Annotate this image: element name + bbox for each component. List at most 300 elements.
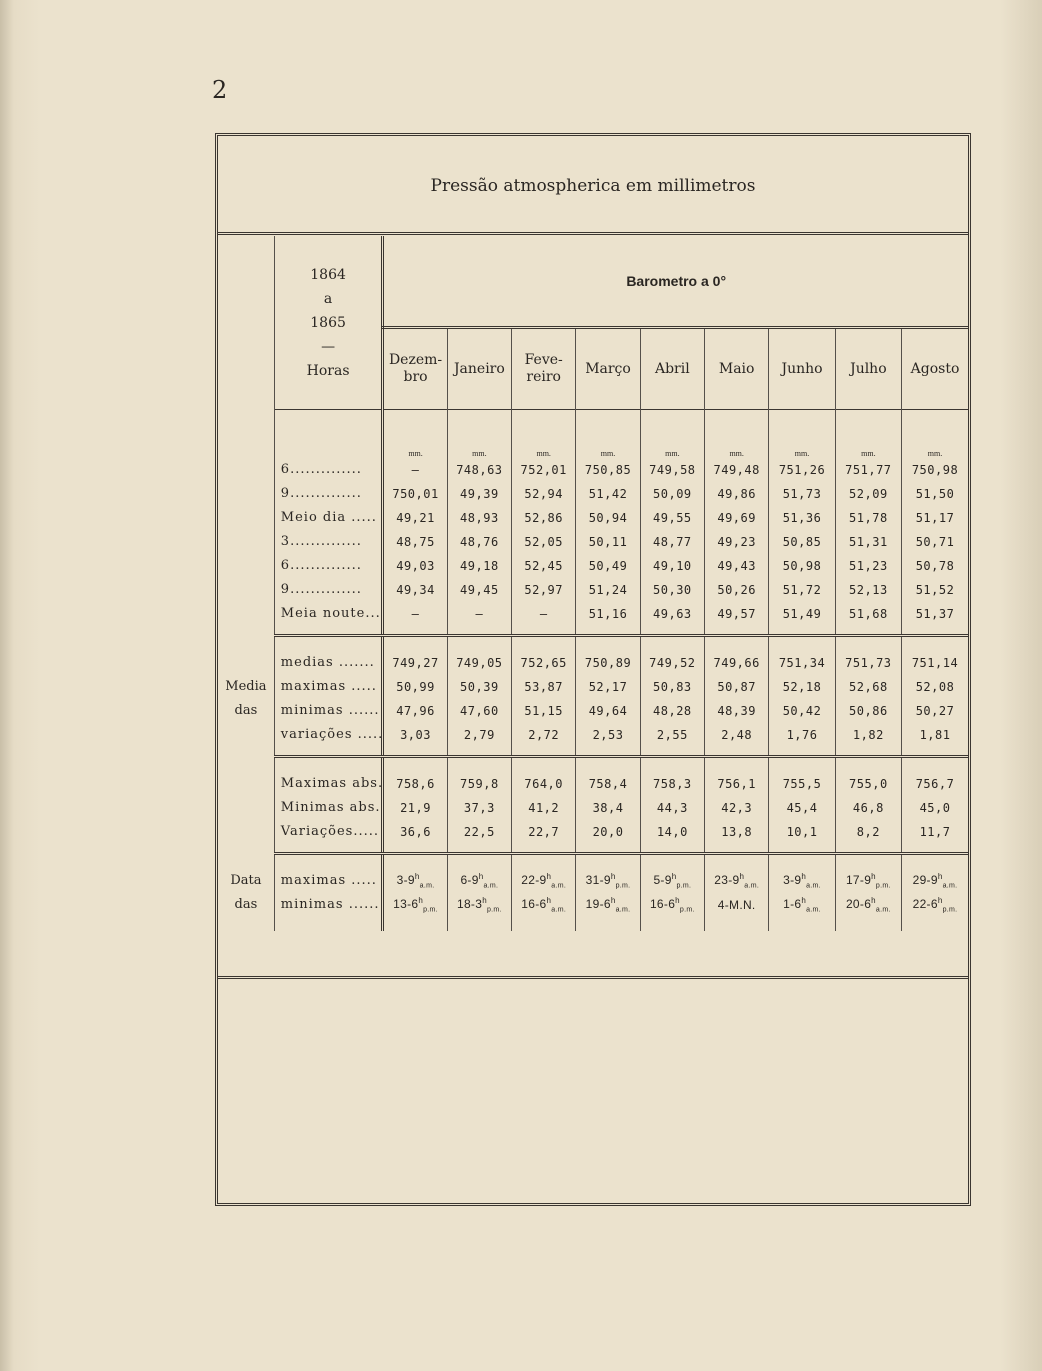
date-day: 5-9 (653, 872, 672, 887)
date-day: 22-9 (521, 872, 547, 887)
value-cell: 50,99 (383, 675, 447, 699)
row-label: maximas ..... (274, 675, 383, 699)
value-cell: 46,8 (835, 796, 901, 820)
value-cell: 52,09 (835, 482, 901, 506)
value-cell: 8,2 (835, 820, 901, 844)
blank-cell (218, 578, 274, 602)
value-cell: 749,05 (447, 651, 511, 675)
date-hour-mark: h (610, 871, 616, 881)
date-row (218, 893, 968, 917)
date-cell (705, 869, 769, 893)
pressure-table (218, 236, 968, 931)
value-cell: 52,94 (512, 482, 576, 506)
trailing-cell (769, 917, 835, 931)
trailing-cell (835, 917, 901, 931)
header-year-from: 1864 (310, 266, 346, 283)
value-cell: 50,11 (576, 530, 640, 554)
value-cell: 751,77 (835, 458, 901, 482)
unit-label: mm. (902, 434, 968, 458)
date-cell (383, 869, 447, 893)
date-cell (512, 869, 576, 893)
row-label: Meia noute... (274, 602, 383, 626)
absolute-row (218, 772, 968, 796)
value-cell: 51,24 (576, 578, 640, 602)
blank-cell (218, 410, 274, 434)
value-cell: 51,72 (769, 578, 835, 602)
value-cell: 21,9 (383, 796, 447, 820)
blank-cell (218, 482, 274, 506)
date-day: 31-9 (585, 872, 611, 887)
hourly-row (218, 458, 968, 482)
value-cell: 758,4 (576, 772, 640, 796)
group-cell (218, 893, 274, 917)
month-header (576, 328, 640, 410)
table-title: Pressão atmospherica em millimetros (430, 176, 756, 196)
value-cell: 755,0 (835, 772, 901, 796)
date-cell (835, 869, 901, 893)
separator-cell (576, 844, 640, 854)
instrument-heading: Barometro a 0° (383, 236, 968, 328)
value-cell: 52,05 (512, 530, 576, 554)
value-cell: 37,3 (447, 796, 511, 820)
gap-cell (274, 635, 383, 651)
blank-cell (274, 410, 383, 434)
group-label-das: das (234, 897, 258, 912)
trailing-cell (512, 917, 576, 931)
separator-cell (512, 844, 576, 854)
date-period: a.m. (744, 882, 760, 890)
value-cell: 49,63 (640, 602, 704, 626)
value-cell: 750,98 (902, 458, 968, 482)
value-cell: 2,48 (705, 723, 769, 747)
blank-cell (218, 434, 274, 458)
value-cell: 49,64 (576, 699, 640, 723)
hourly-row (218, 578, 968, 602)
value-cell: 50,98 (769, 554, 835, 578)
row-label: 9.............. (274, 578, 383, 602)
value-cell: 48,39 (705, 699, 769, 723)
date-period: p.m. (615, 882, 631, 890)
date-cell (576, 893, 640, 917)
date-hour-mark: h (546, 871, 552, 881)
row-label: medias ....... (274, 651, 383, 675)
month-label: Abril (654, 360, 690, 377)
value-cell: 2,79 (447, 723, 511, 747)
value-cell: 756,7 (902, 772, 968, 796)
value-cell: 50,78 (902, 554, 968, 578)
date-hour-mark: h (546, 895, 552, 905)
value-cell: 50,30 (640, 578, 704, 602)
trailing-cell (902, 917, 968, 931)
date-day: 6-9 (460, 872, 479, 887)
row-label: 6.............. (274, 458, 383, 482)
date-period: p.m. (486, 906, 502, 914)
blank-cell (218, 772, 274, 796)
value-cell: 1,82 (835, 723, 901, 747)
value-cell: 2,72 (512, 723, 576, 747)
value-cell: 52,68 (835, 675, 901, 699)
separator-cell (705, 844, 769, 854)
month-label: Agosto (910, 360, 960, 377)
blank-cell (218, 530, 274, 554)
separator-cell (447, 626, 511, 636)
row-label: 3.............. (274, 530, 383, 554)
month-label: Janeiro (453, 360, 505, 377)
value-cell: 45,4 (769, 796, 835, 820)
date-cell (902, 869, 968, 893)
hourly-row (218, 554, 968, 578)
gap-cell (383, 756, 447, 772)
value-cell: 52,86 (512, 506, 576, 530)
bottom-rule (218, 976, 968, 979)
value-cell: 2,53 (576, 723, 640, 747)
value-cell: 751,73 (835, 651, 901, 675)
value-cell: — (447, 602, 511, 626)
date-hour-mark: h (675, 895, 680, 905)
value-cell: 49,45 (447, 578, 511, 602)
value-cell: 52,97 (512, 578, 576, 602)
mean-row (218, 723, 968, 747)
date-hour-mark: h (671, 871, 677, 881)
value-cell: 50,87 (705, 675, 769, 699)
value-cell: 752,65 (512, 651, 576, 675)
gap-cell (835, 853, 901, 869)
value-cell: 41,2 (512, 796, 576, 820)
group-label-data: Data (230, 873, 262, 888)
month-label: Junho (781, 360, 823, 377)
date-cell (640, 869, 704, 893)
trailing-row (218, 917, 968, 931)
section-separator (218, 844, 968, 854)
date-day: 18-3 (456, 896, 483, 911)
value-cell: 51,50 (902, 482, 968, 506)
value-cell: 748,63 (447, 458, 511, 482)
value-cell: 52,13 (835, 578, 901, 602)
value-cell: 750,01 (383, 482, 447, 506)
date-hour-mark: h (414, 871, 420, 881)
blank-cell (218, 675, 274, 699)
separator-cell (383, 626, 447, 636)
value-cell: 48,93 (447, 506, 511, 530)
separator-cell (640, 626, 704, 636)
separator-cell (218, 626, 274, 636)
value-cell: 51,49 (769, 602, 835, 626)
value-cell: 50,09 (640, 482, 704, 506)
separator-cell (705, 626, 769, 636)
value-cell: 49,10 (640, 554, 704, 578)
value-cell: 52,17 (576, 675, 640, 699)
date-day: 13-6 (393, 896, 419, 911)
date-period: p.m. (875, 882, 891, 890)
value-cell: 49,86 (705, 482, 769, 506)
blank-cell (218, 236, 274, 410)
value-cell: 49,69 (705, 506, 769, 530)
month-label: Março (585, 360, 631, 377)
value-cell: 47,96 (383, 699, 447, 723)
date-day: 23-9 (714, 872, 740, 887)
value-cell: 1,76 (769, 723, 835, 747)
separator-cell (512, 626, 576, 636)
date-period: a.m. (615, 906, 631, 914)
value-cell: 49,39 (447, 482, 511, 506)
trailing-cell (705, 917, 769, 931)
gap-cell (447, 756, 511, 772)
date-hour-mark: h (418, 895, 424, 905)
date-period: a.m. (551, 882, 567, 890)
date-cell (705, 893, 769, 917)
gap-cell (902, 635, 968, 651)
month-header (447, 328, 511, 410)
value-cell: 749,66 (705, 651, 769, 675)
separator-cell (218, 747, 274, 757)
date-period: a.m. (806, 882, 821, 890)
gap-cell (640, 756, 704, 772)
date-hour-mark: h (937, 895, 943, 905)
blank-cell (218, 796, 274, 820)
value-cell: 49,18 (447, 554, 511, 578)
value-cell: 45,0 (902, 796, 968, 820)
gap-cell (383, 853, 447, 869)
date-day: 1-6 (783, 896, 802, 911)
separator-cell (218, 844, 274, 854)
separator-cell (769, 747, 835, 757)
gap-cell (769, 635, 835, 651)
value-cell: 51,52 (902, 578, 968, 602)
value-cell: 36,6 (383, 820, 447, 844)
separator-cell (274, 747, 383, 757)
blank-cell (218, 820, 274, 844)
date-period: p.m. (942, 906, 958, 914)
date-row (218, 869, 968, 893)
row-label: variações ..... (274, 723, 383, 747)
value-cell: 49,03 (383, 554, 447, 578)
unit-label: mm. (640, 434, 704, 458)
separator-cell (383, 844, 447, 854)
month-header (902, 328, 968, 410)
header-year-to: 1865 (310, 314, 346, 331)
value-cell: 48,75 (383, 530, 447, 554)
unit-row (218, 434, 968, 458)
unit-label: mm. (383, 434, 447, 458)
month-label: Feve- (524, 352, 563, 368)
value-cell: 751,26 (769, 458, 835, 482)
value-cell: 50,49 (576, 554, 640, 578)
value-cell: 42,3 (705, 796, 769, 820)
separator-cell (274, 626, 383, 636)
gap-cell (512, 853, 576, 869)
value-cell: — (383, 602, 447, 626)
date-period: a.m. (551, 906, 567, 914)
value-cell: 752,01 (512, 458, 576, 482)
gap-cell (447, 853, 511, 869)
date-cell (512, 893, 576, 917)
month-header (705, 328, 769, 410)
date-cell (835, 893, 901, 917)
value-cell: 53,87 (512, 675, 576, 699)
unit-label: mm. (705, 434, 769, 458)
value-cell: — (512, 602, 576, 626)
value-cell: 749,27 (383, 651, 447, 675)
separator-cell (383, 747, 447, 757)
section-gap (218, 635, 968, 651)
value-cell: 51,16 (576, 602, 640, 626)
value-cell: 50,42 (769, 699, 835, 723)
value-cell: 758,3 (640, 772, 704, 796)
blank-cell (383, 410, 447, 434)
absolute-row (218, 796, 968, 820)
gap-cell (640, 635, 704, 651)
gap-cell (512, 756, 576, 772)
date-day: 3-9 (783, 872, 802, 887)
header-hours-label: Horas (306, 362, 350, 379)
hourly-row (218, 506, 968, 530)
value-cell: 749,52 (640, 651, 704, 675)
value-cell: 49,43 (705, 554, 769, 578)
gap-cell (705, 756, 769, 772)
blank-cell (902, 410, 968, 434)
value-cell: 13,8 (705, 820, 769, 844)
row-label: minimas ...... (274, 699, 383, 723)
header-underline-row (218, 410, 968, 434)
blank-cell (640, 410, 704, 434)
value-cell: 1,81 (902, 723, 968, 747)
value-cell: 51,68 (835, 602, 901, 626)
unit-label: mm. (576, 434, 640, 458)
blank-cell (218, 602, 274, 626)
separator-cell (835, 626, 901, 636)
date-period: a.m. (942, 882, 958, 890)
date-cell (902, 893, 968, 917)
gap-cell (576, 635, 640, 651)
separator-cell (576, 626, 640, 636)
value-cell: 50,39 (447, 675, 511, 699)
date-period: a.m. (419, 882, 435, 890)
page-number: 2 (212, 76, 228, 104)
month-label-cont: reiro (526, 369, 561, 385)
month-label: Julho (850, 360, 887, 377)
date-cell (640, 893, 704, 917)
value-cell: 49,23 (705, 530, 769, 554)
gap-cell (274, 756, 383, 772)
month-label-cont: bro (403, 369, 428, 385)
date-hour-mark: h (871, 895, 876, 905)
table-frame (215, 133, 971, 1206)
gap-cell (274, 853, 383, 869)
blank-cell (512, 410, 576, 434)
date-period: p.m. (676, 882, 692, 890)
value-cell: 50,26 (705, 578, 769, 602)
separator-cell (705, 747, 769, 757)
date-hour-mark: h (478, 871, 484, 881)
value-cell: 51,36 (769, 506, 835, 530)
header-year-sep: a (323, 290, 333, 307)
title-rule (218, 232, 968, 235)
separator-cell (640, 844, 704, 854)
row-label: minimas ...... (274, 893, 383, 917)
value-cell: 51,42 (576, 482, 640, 506)
value-cell: 11,7 (902, 820, 968, 844)
separator-cell (902, 747, 968, 757)
trailing-cell (640, 917, 704, 931)
date-period: a.m. (483, 882, 499, 890)
value-cell: 52,18 (769, 675, 835, 699)
gap-cell (576, 853, 640, 869)
hourly-row (218, 602, 968, 626)
date-cell (383, 893, 447, 917)
blank-cell (218, 651, 274, 675)
gap-cell (902, 756, 968, 772)
value-cell: 2,55 (640, 723, 704, 747)
value-cell: 50,71 (902, 530, 968, 554)
value-cell: 51,23 (835, 554, 901, 578)
separator-cell (902, 844, 968, 854)
mean-row (218, 651, 968, 675)
value-cell: 51,31 (835, 530, 901, 554)
value-cell: 38,4 (576, 796, 640, 820)
separator-cell (902, 626, 968, 636)
month-label: Dezem- (388, 352, 443, 368)
trailing-cell (383, 917, 447, 931)
value-cell: 751,14 (902, 651, 968, 675)
absolute-row (218, 820, 968, 844)
date-hour-mark: h (937, 871, 943, 881)
gap-cell (705, 853, 769, 869)
date-day: 16-6 (521, 896, 547, 911)
gap-cell (769, 756, 835, 772)
value-cell: 51,73 (769, 482, 835, 506)
value-cell: 48,77 (640, 530, 704, 554)
group-cell (218, 869, 274, 893)
date-period: p.m. (679, 906, 695, 914)
value-cell: 48,76 (447, 530, 511, 554)
value-cell: 51,37 (902, 602, 968, 626)
value-cell: 51,15 (512, 699, 576, 723)
date-hour-mark: h (610, 895, 616, 905)
row-label: Maximas abs. (274, 772, 383, 796)
value-cell: 49,57 (705, 602, 769, 626)
hourly-row (218, 530, 968, 554)
value-cell: 50,83 (640, 675, 704, 699)
value-cell: 10,1 (769, 820, 835, 844)
separator-cell (769, 844, 835, 854)
separator-cell (769, 626, 835, 636)
blank-cell (218, 554, 274, 578)
value-cell: 764,0 (512, 772, 576, 796)
value-cell: 49,55 (640, 506, 704, 530)
value-cell: 48,28 (640, 699, 704, 723)
unit-label: mm. (769, 434, 835, 458)
row-label: Minimas abs. (274, 796, 383, 820)
group-label-das: das (234, 703, 258, 718)
value-cell: 52,45 (512, 554, 576, 578)
gap-cell (705, 635, 769, 651)
separator-cell (274, 844, 383, 854)
blank-cell (274, 434, 383, 458)
date-cell (447, 869, 511, 893)
row-label: Variações..... (274, 820, 383, 844)
date-day: 16-6 (649, 896, 676, 911)
blank-cell (705, 410, 769, 434)
gap-cell (447, 635, 511, 651)
value-cell: 50,86 (835, 699, 901, 723)
blank-cell (576, 410, 640, 434)
gap-cell (640, 853, 704, 869)
blank-cell (769, 410, 835, 434)
date-cell (576, 869, 640, 893)
date-cell (769, 893, 835, 917)
value-cell: 749,58 (640, 458, 704, 482)
date-day: 19-6 (585, 896, 611, 911)
